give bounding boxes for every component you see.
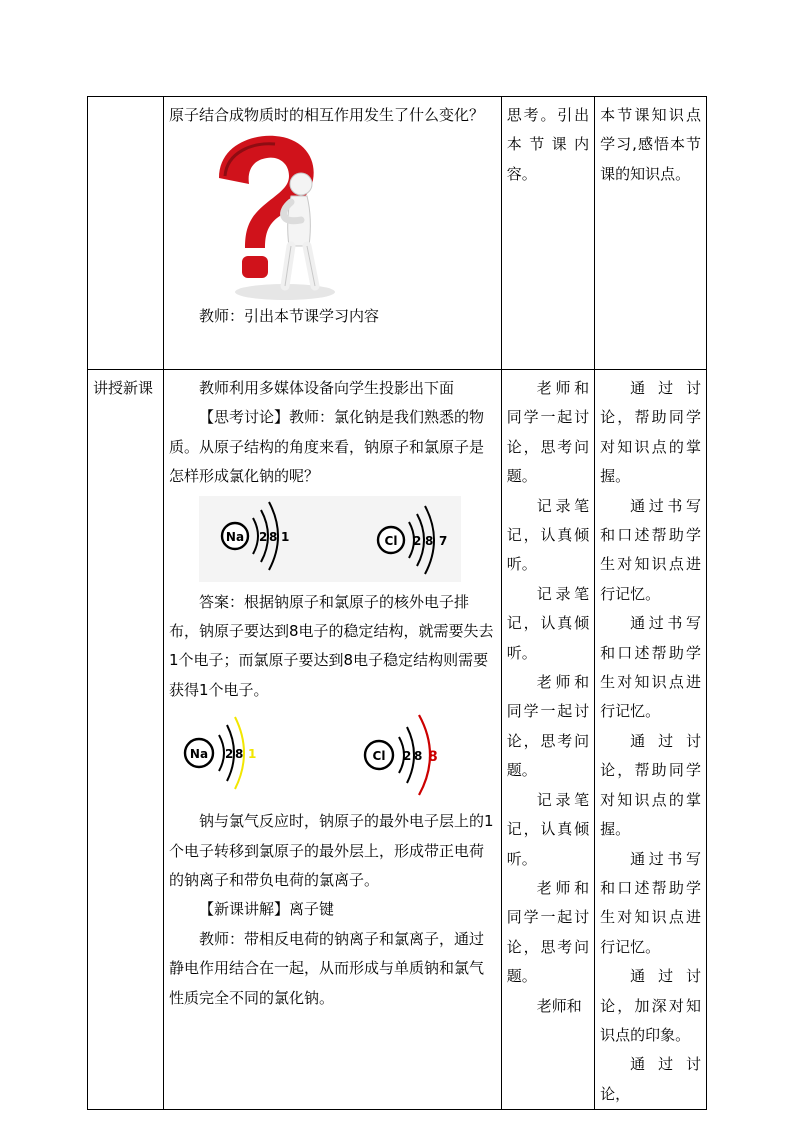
atom-structure-figure-1 (169, 494, 496, 584)
list-item: 通过讨论， (600, 1055, 701, 1103)
paragraph: 【思考讨论】教师：氯化钠是我们熟悉的物质。从原子结构的角度来看，钠原子和氯原子是怎样形成氯化钠的呢？ (169, 408, 485, 486)
list-item: 通过书写和口述帮助学生对知识点进行记忆。 (600, 496, 701, 603)
atom-structure-figure-2 (169, 711, 496, 803)
student-activity-cell (501, 370, 594, 1110)
cl-symbol: Cl (372, 749, 386, 764)
paragraph: 钠与氯气反应时，钠原子的最外电子层上的1个电子转移到氯原子的最外层上，形成带正电荷的钠离子和带负电荷的氯离子。 (169, 812, 494, 890)
na-shell-3: 1 (281, 529, 290, 544)
question-mark-figure (205, 132, 337, 302)
figure-caption: 教师：引出本节课学习内容 (199, 307, 380, 326)
na-shell-1: 2 (259, 529, 268, 544)
list-item: 记录笔记，认真倾听。 (506, 584, 590, 662)
cl-shell-3: 7 (439, 533, 448, 548)
na-shell-3: 1 (248, 747, 257, 762)
content-cell (164, 97, 502, 370)
stage-cell: 讲授新课 (88, 370, 164, 1110)
table-row (88, 370, 707, 1110)
cl-shell-3: 8 (428, 749, 438, 766)
student-activity-cell: 思考。引出本节课内容。 (501, 97, 594, 370)
list-item: 老师和同学一起讨论，思考问题。 (506, 673, 590, 780)
list-item: 记录笔记，认真倾听。 (506, 496, 590, 574)
design-intent-cell (595, 370, 707, 1110)
atom-diagram-icon (169, 494, 469, 584)
cl-symbol: Cl (384, 533, 398, 548)
stage-cell (88, 97, 164, 370)
lesson-plan-table (87, 96, 707, 1110)
paragraph: 教师利用多媒体设备向学生投影出下面 (199, 379, 455, 397)
list-item: 通过讨论，帮助同学对知识点的掌握。 (600, 379, 701, 486)
na-shell-2: 8 (235, 747, 244, 762)
list-item: 通过书写和口述帮助学生对知识点进行记忆。 (600, 614, 701, 721)
atom-diagram-icon (169, 711, 469, 803)
content-cell (164, 370, 502, 1110)
thinking-figure-icon (205, 132, 337, 302)
design-intent-cell: 本节课知识点学习,感悟本节课的知识点。 (595, 97, 707, 370)
list-item: 通过讨论，加深对知识点的印象。 (600, 967, 701, 1044)
cl-shell-2: 8 (414, 749, 423, 764)
paragraph: 答案：根据钠原子和氯原子的核外电子排布，钠原子要达到8电子的稳定结构，就需要失去1个电子；而氯原子要达到8电子稳定结构则需要获得1个电子。 (169, 592, 494, 699)
list-item: 老师和 (536, 996, 582, 1015)
list-item: 记录笔记，认真倾听。 (506, 790, 590, 868)
table-row (88, 97, 707, 370)
list-item: 老师和同学一起讨论，思考问题。 (506, 379, 590, 486)
na-symbol: Na (189, 747, 209, 762)
na-shell-2: 8 (269, 529, 278, 544)
section-heading: 【新课讲解】离子键 (199, 900, 335, 919)
cl-shell-2: 8 (425, 533, 434, 548)
list-item: 老师和同学一起讨论，思考问题。 (506, 878, 590, 986)
paragraph: 教师：带相反电荷的钠离子和氯离子，通过静电作用结合在一起，从而形成与单质钠和氯气性质完全不同的氯化钠。 (169, 929, 485, 1007)
list-item: 通过书写和口述帮助学生对知识点进行记忆。 (600, 849, 701, 956)
cl-shell-1: 2 (403, 749, 412, 764)
cl-shell-1: 2 (413, 533, 422, 548)
list-item: 通过讨论，帮助同学对知识点的掌握。 (600, 731, 701, 839)
na-symbol: Na (225, 529, 245, 544)
na-shell-1: 2 (225, 747, 234, 762)
question-text: 原子结合成物质时的相互作用发生了什么变化？ (169, 106, 485, 124)
